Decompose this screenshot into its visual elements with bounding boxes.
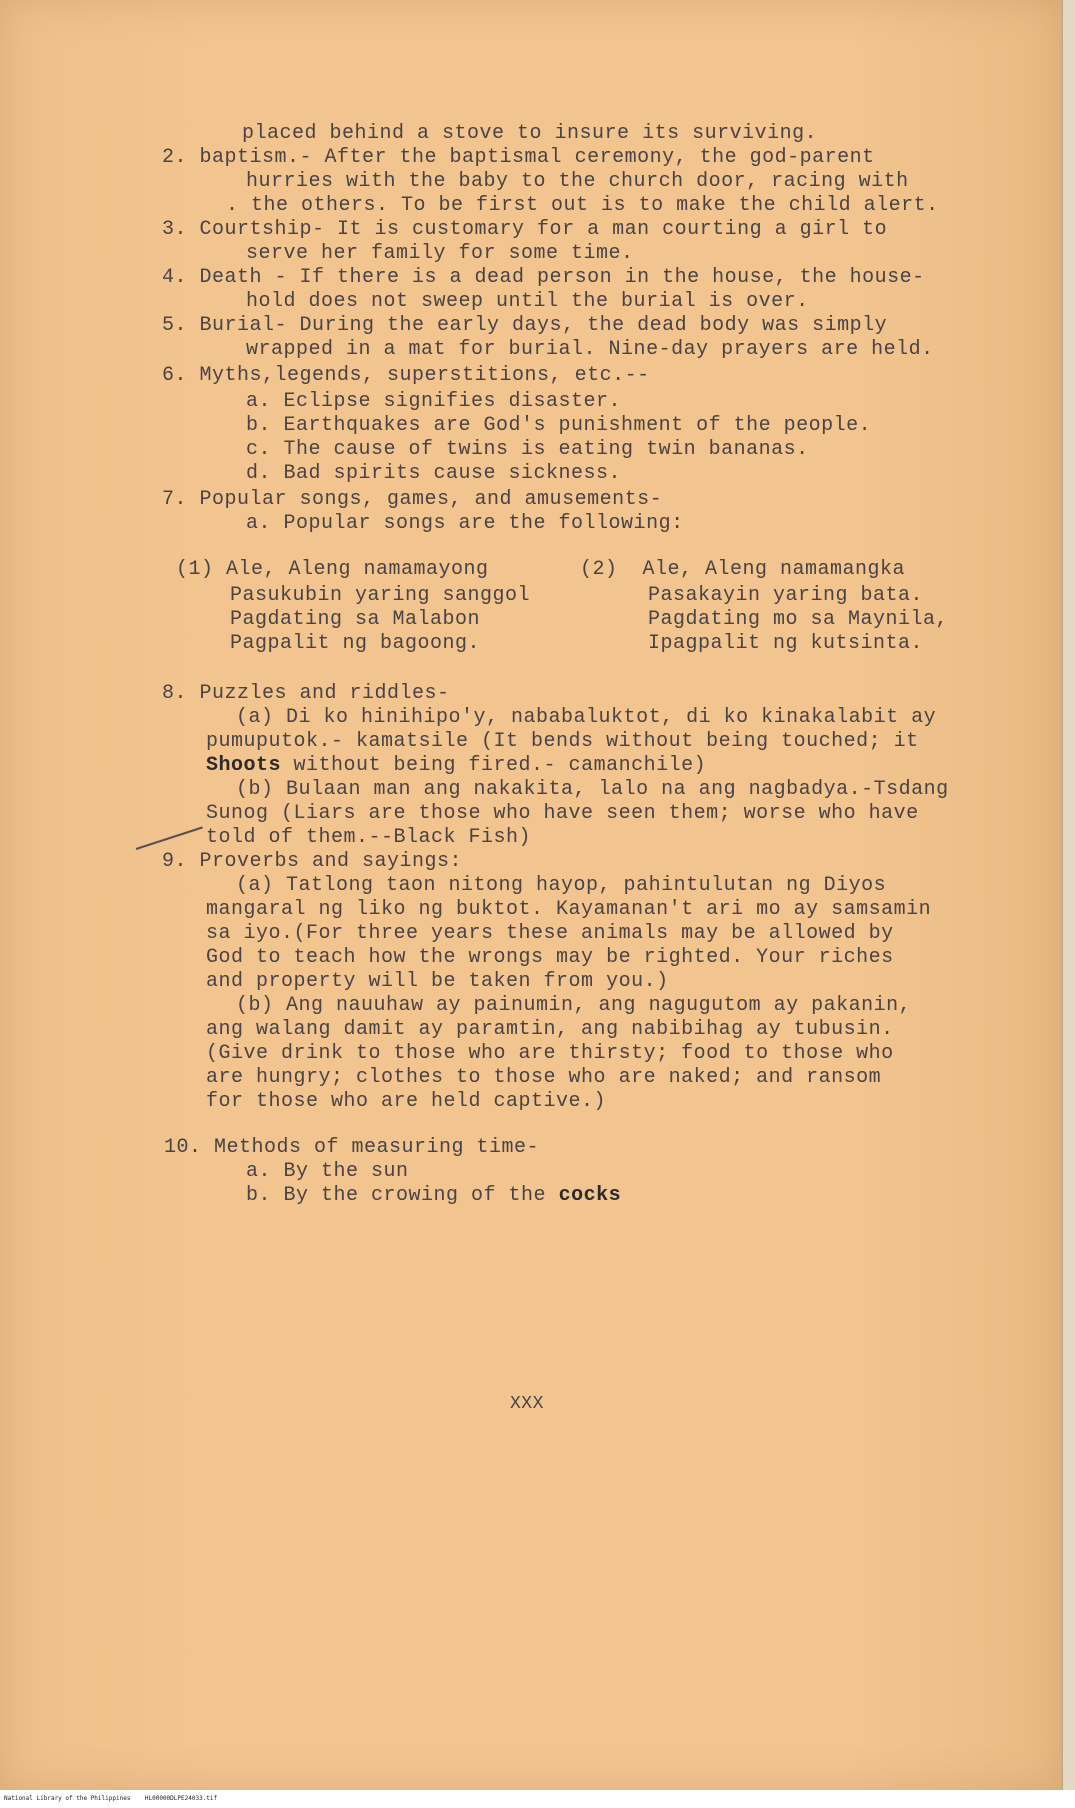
- text-line: (a) Di ko hinihipo'y, nababaluktot, di ko kinakalabit ay: [236, 706, 937, 729]
- text-line: pumuputok.- kamatsile (It bends without being touched; it: [206, 730, 919, 753]
- text-line: for those who are held captive.): [206, 1090, 607, 1113]
- item-puzzles: 8. Puzzles and riddles-: [162, 682, 450, 705]
- text-line: mangaral ng liko ng buktot. Kayamanan't ari mo ay samsamin: [206, 898, 932, 921]
- text-span: without being fired.- camanchile): [281, 754, 707, 777]
- song-2-line: (2) Ale, Aleng namamangka: [580, 558, 906, 581]
- text-line: sa iyo.(For three years these animals may be allowed by: [206, 922, 894, 945]
- song-1-line: Pagpalit ng bagoong.: [230, 632, 481, 655]
- song-1-line: Pasukubin yaring sanggol: [230, 584, 531, 607]
- myth-a: a. Eclipse signifies disaster.: [246, 390, 622, 413]
- myth-d: d. Bad spirits cause sickness.: [246, 462, 622, 485]
- song-2-line: Pagdating mo sa Maynila,: [648, 608, 949, 631]
- bold-word: cocks: [558, 1184, 622, 1207]
- text-line: and property will be taken from you.): [206, 970, 669, 993]
- text-line: (b) Bulaan man ang nakakita, lalo na ang nagbadya.-Tsdang: [236, 778, 949, 801]
- song-2-line: Pasakayin yaring bata.: [648, 584, 924, 607]
- time-a: a. By the sun: [246, 1160, 409, 1183]
- text-line: Sunog (Liars are those who have seen them; worse who have: [206, 802, 919, 825]
- end-mark: XXX: [510, 1394, 544, 1414]
- time-b: [246, 1184, 621, 1208]
- song-1-line: Pagdating sa Malabon: [230, 608, 481, 631]
- footer-caption: National Library of the Philippines HL00000DLPE24033.tif: [4, 1795, 218, 1802]
- text-line: ang walang damit ay paramtin, ang nabibihag ay tubusin.: [206, 1018, 894, 1041]
- text-line: wrapped in a mat for burial. Nine-day prayers are held.: [246, 338, 934, 361]
- myth-b: b. Earthquakes are God's punishment of the people.: [246, 414, 872, 437]
- item-time: 10. Methods of measuring time-: [164, 1136, 540, 1159]
- myth-c: c. The cause of twins is eating twin bananas.: [246, 438, 809, 461]
- item-burial: 5. Burial- During the early days, the dead body was simply: [162, 314, 888, 337]
- page-edge: [1062, 0, 1075, 1790]
- text-line: a. Popular songs are the following:: [246, 512, 684, 535]
- song-2-line: Ipagpalit ng kutsinta.: [648, 632, 924, 655]
- text-line: . the others. To be first out is to make the child alert.: [226, 194, 939, 217]
- text-line: (b) Ang nauuhaw ay painumin, ang nagugutom ay pakanin,: [236, 994, 912, 1017]
- text-line: God to teach how the wrongs may be righted. Your riches: [206, 946, 894, 969]
- text-line: are hungry; clothes to those who are naked; and ransom: [206, 1066, 882, 1089]
- item-songs: 7. Popular songs, games, and amusements-: [162, 488, 663, 511]
- text-line: told of them.--Black Fish): [206, 826, 532, 849]
- song-1-line: (1) Ale, Aleng namamayong: [176, 558, 489, 581]
- text-line: hurries with the baby to the church door, racing with: [246, 170, 909, 193]
- item-proverbs: 9. Proverbs and sayings:: [162, 850, 463, 873]
- item-courtship: 3. Courtship- It is customary for a man courting a girl to: [162, 218, 888, 241]
- text-line: placed behind a stove to insure its surviving.: [242, 122, 818, 145]
- item-baptism: 2. baptism.- After the baptismal ceremony, the god-parent: [162, 146, 875, 169]
- text-line: [206, 754, 706, 778]
- text-line: (Give drink to those who are thirsty; food to those who: [206, 1042, 894, 1065]
- text-line: (a) Tatlong taon nitong hayop, pahintulutan ng Diyos: [236, 874, 887, 897]
- text-span: b. By the crowing of the: [246, 1184, 559, 1207]
- bold-word: Shoots: [206, 754, 282, 777]
- text-line: hold does not sweep until the burial is over.: [246, 290, 809, 313]
- item-death: 4. Death - If there is a dead person in the house, the house-: [162, 266, 925, 289]
- text-line: serve her family for some time.: [246, 242, 634, 265]
- item-myths: 6. Myths,legends, superstitions, etc.--: [162, 364, 650, 387]
